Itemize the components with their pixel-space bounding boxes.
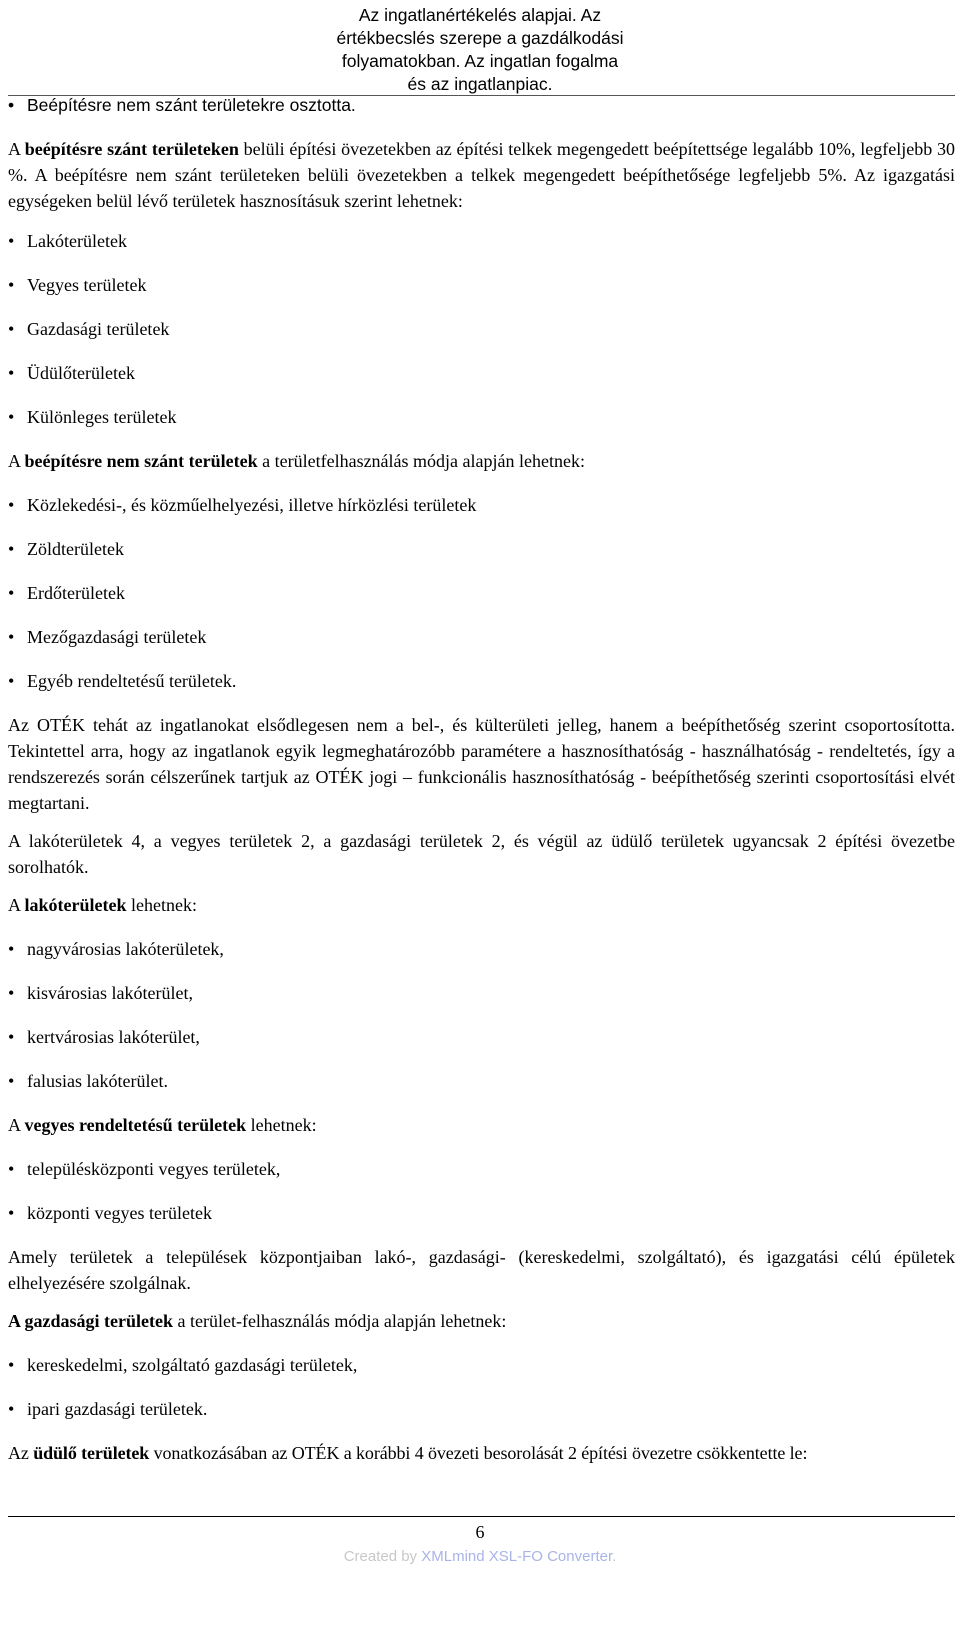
bullet-icon: • [8, 319, 15, 339]
list-item-text: Lakóterületek [27, 231, 127, 251]
bullet-icon: • [8, 231, 15, 251]
bullet-icon: • [8, 539, 15, 559]
bold-term: beépítésre nem szánt területek [24, 451, 258, 471]
bullet-icon: • [8, 95, 15, 115]
bullet-icon: • [8, 1071, 15, 1091]
list-item-text: Beépítésre nem szánt területekre osztotta. [27, 95, 356, 115]
header-line: Az ingatlanértékelés alapjai. Az [358, 5, 602, 25]
list-item-text: Üdülőterületek [27, 363, 135, 383]
bullet-icon: • [8, 1159, 15, 1179]
list-item-text: kisvárosias lakóterület, [27, 983, 193, 1003]
bullet-icon: • [8, 407, 15, 427]
bold-term: A gazdasági területek [8, 1311, 173, 1331]
list-item-text: központi vegyes területek [27, 1203, 212, 1223]
paragraph: Amely területek a települések központjaiban lakó-, gazdasági- (kereskedelmi, szolgáltató), és igazgatási célú épületek elhelyezésére szolgálnak. [8, 1247, 955, 1293]
paragraph: A beépítésre nem szánt területek a területfelhasználás módja alapján lehetnek: [8, 451, 585, 471]
paragraph: A lakóterületek lehetnek: [8, 895, 197, 915]
bullet-icon: • [8, 627, 15, 647]
bold-term: vegyes rendeltetésű területek [24, 1115, 247, 1135]
bullet-icon: • [8, 939, 15, 959]
creator-watermark: Created by XMLmind XSL-FO Converter. [343, 1548, 617, 1565]
bullet-icon: • [8, 1203, 15, 1223]
list-item-text: Különleges területek [27, 407, 177, 427]
list-item-text: Gazdasági területek [27, 319, 170, 339]
list-item-text: falusias lakóterület. [27, 1071, 168, 1091]
bullet-icon: • [8, 1355, 15, 1375]
bullet-icon: • [8, 583, 15, 603]
paragraph: A beépítésre szánt területeken belüli építési övezetekben az építési telkek megengedett beépítettsége legalább 10%, legfeljebb 30 %. A beépítésre nem szánt területeken belüli övezetekben a telkek megengedett beépíthetősége legfeljebb 5%. Az igazgatási egységeken belül lévő területek hasznosításuk szerint lehetnek: [8, 139, 955, 211]
list-item-text: Mezőgazdasági területek [27, 627, 207, 647]
paragraph: A lakóterületek 4, a vegyes területek 2, a gazdasági területek 2, és végül az üdülő területek ugyancsak 2 építési övezetbe sorolhatók. [8, 831, 955, 877]
list-item-text: ipari gazdasági területek. [27, 1399, 208, 1419]
header-line: folyamatokban. Az ingatlan fogalma [341, 51, 619, 71]
bold-term: beépítésre szánt területeken [24, 139, 239, 159]
bold-term: üdülő területek [33, 1443, 150, 1463]
bullet-icon: • [8, 983, 15, 1003]
header-line: és az ingatlanpiac. [407, 74, 553, 94]
list-item-text: kereskedelmi, szolgáltató gazdasági területek, [27, 1355, 358, 1375]
running-header [0, 4, 960, 96]
list-item-text: Zöldterületek [27, 539, 124, 559]
bullet-icon: • [8, 1399, 15, 1419]
bullet-icon: • [8, 1027, 15, 1047]
footer-divider [8, 1516, 955, 1517]
header-line: értékbecslés szerepe a gazdálkodási [336, 28, 624, 48]
paragraph: Az üdülő területek vonatkozásában az OTÉK a korábbi 4 övezeti besorolását 2 építési övezetre csökkentette le: [8, 1443, 808, 1463]
creator-brand-link[interactable]: XMLmind XSL-FO Converter [421, 1548, 613, 1565]
list-item-text: Közlekedési-, és közműelhelyezési, illetve hírközlési területek [27, 495, 477, 515]
paragraph: Az OTÉK tehát az ingatlanokat elsődlegesen nem a bel-, és külterületi jelleg, hanem a beépíthetőség szerint csoportosította. Tekintettel arra, hogy az ingatlanok egyik legmeghatározóbb paramétere a hasznosíthatóság - használhatóság - rendeltetés, így a rendszerezés során célszerűnek tartjuk az OTÉK jogi – funkcionális hasznosíthatóság - beépíthetőség szerinti csoportosítási elvét megtartani. [8, 715, 955, 813]
bullet-icon: • [8, 363, 15, 383]
list-item-text: Vegyes területek [27, 275, 147, 295]
bullet-icon: • [8, 275, 15, 295]
bullet-icon: • [8, 671, 15, 691]
paragraph: A vegyes rendeltetésű területek lehetnek: [8, 1115, 317, 1135]
list-item-text: kertvárosias lakóterület, [27, 1027, 200, 1047]
paragraph: A gazdasági területek a terület-felhasználás módja alapján lehetnek: [8, 1311, 507, 1331]
bold-term: lakóterületek [24, 895, 127, 915]
list-item-text: Egyéb rendeltetésű területek. [27, 671, 237, 691]
bullet-icon: • [8, 495, 15, 515]
list-item-text: településközponti vegyes területek, [27, 1159, 281, 1179]
list-item-text: Erdőterületek [27, 583, 125, 603]
list-item-text: nagyvárosias lakóterületek, [27, 939, 224, 959]
page-number: 6 [475, 1522, 485, 1542]
